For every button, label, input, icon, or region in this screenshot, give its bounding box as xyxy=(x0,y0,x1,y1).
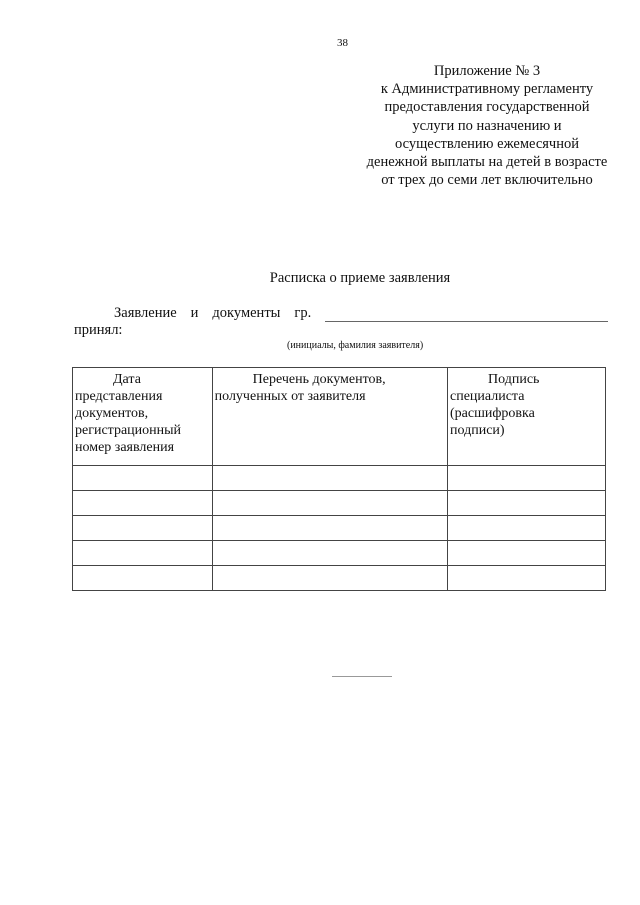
receipt-table xyxy=(72,367,606,591)
table-cell[interactable] xyxy=(448,491,606,516)
table-cell[interactable] xyxy=(73,541,213,566)
table-cell[interactable] xyxy=(212,466,447,491)
statement-line2: принял: xyxy=(74,322,123,338)
table-row xyxy=(73,566,606,591)
table-header-row xyxy=(73,368,606,466)
appendix-line: услуги по назначению и xyxy=(412,117,562,134)
statement-word: и xyxy=(190,305,199,321)
header-signature: Подпись специалиста (расшифровка подписи) xyxy=(448,368,606,466)
page-number: 38 xyxy=(337,37,348,49)
appendix-line: предоставления государственной xyxy=(384,99,590,116)
table-cell[interactable] xyxy=(212,516,447,541)
table-cell[interactable] xyxy=(73,491,213,516)
document-title: Расписка о приеме заявления xyxy=(269,270,451,286)
field-caption: (инициалы, фамилия заявителя) xyxy=(287,340,424,351)
table-cell[interactable] xyxy=(73,466,213,491)
table-cell[interactable] xyxy=(212,566,447,591)
table-row xyxy=(73,516,606,541)
statement xyxy=(74,305,608,339)
table-row xyxy=(73,541,606,566)
statement-word: Заявление xyxy=(114,305,177,321)
applicant-name-field[interactable] xyxy=(325,309,608,322)
table-row xyxy=(73,466,606,491)
header-documents: Перечень документов, полученных от заявителя xyxy=(212,368,447,466)
table-row xyxy=(73,491,606,516)
table-cell[interactable] xyxy=(212,491,447,516)
signature-line xyxy=(332,676,392,677)
appendix-line: к Административному регламенту xyxy=(380,81,594,98)
table-cell[interactable] xyxy=(73,516,213,541)
appendix-line: от трех до семи лет включительно xyxy=(381,172,593,189)
table-cell[interactable] xyxy=(212,541,447,566)
table-cell[interactable] xyxy=(448,541,606,566)
appendix-line: денежной выплаты на детей в возрасте xyxy=(366,154,608,171)
statement-word: гр. xyxy=(294,305,312,321)
statement-word: документы xyxy=(212,305,281,321)
table-cell[interactable] xyxy=(448,516,606,541)
appendix-header xyxy=(352,62,622,189)
table-cell[interactable] xyxy=(73,566,213,591)
appendix-line: Приложение № 3 xyxy=(433,63,541,79)
table-cell[interactable] xyxy=(448,566,606,591)
header-date: Дата представления документов, регистрационный номер заявления xyxy=(73,368,213,466)
table-cell[interactable] xyxy=(448,466,606,491)
appendix-line: осуществлению ежемесячной xyxy=(395,135,579,152)
